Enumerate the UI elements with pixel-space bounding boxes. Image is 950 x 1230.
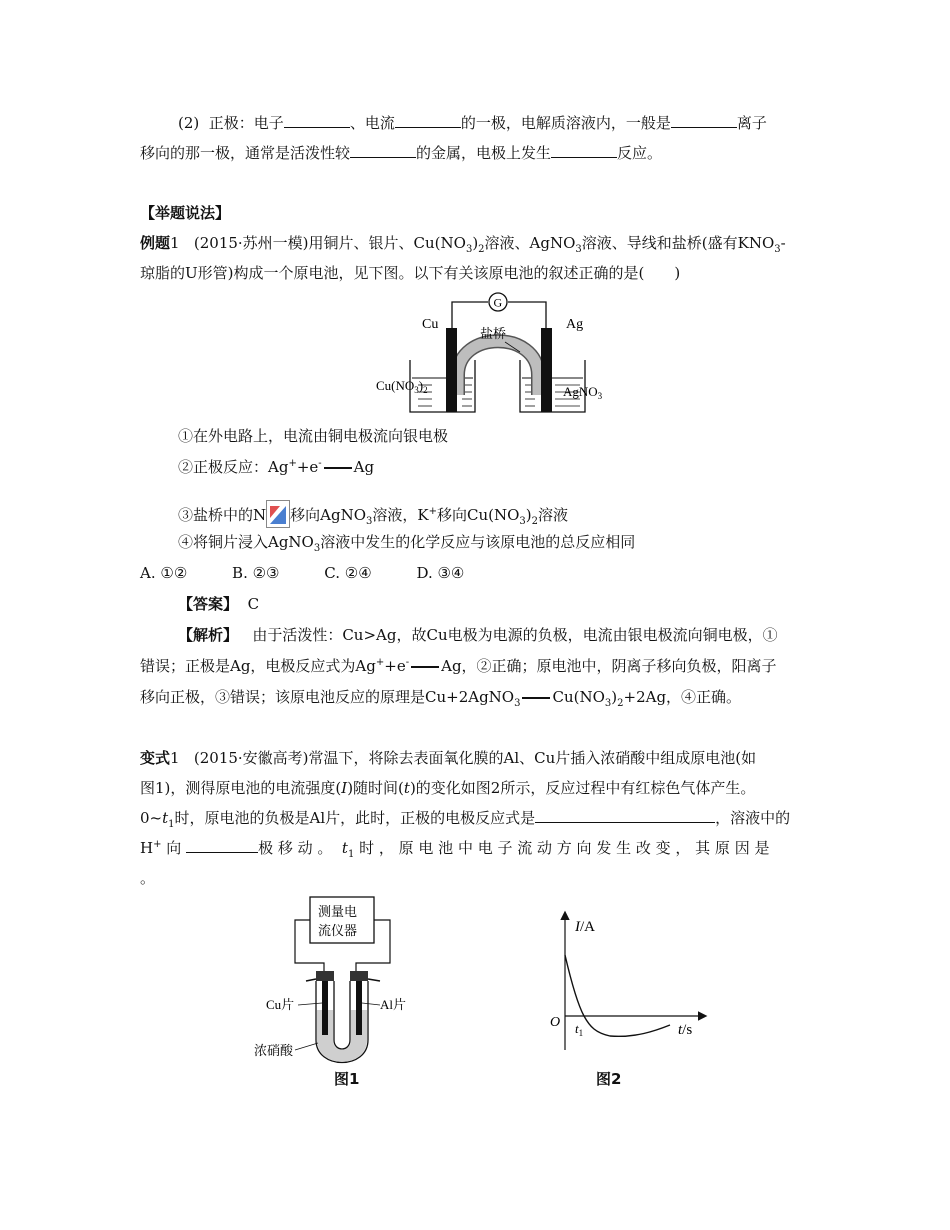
agno3-label: AgNO$_3$ [563,384,603,401]
cu-label: Cu [422,317,439,332]
cu-strip [322,981,328,1035]
variant1-line5: 。 [140,869,156,887]
silver-electrode [541,328,552,412]
broken-image-icon [266,500,290,528]
choices-row [140,562,464,584]
svg-text:Al片: Al片 [380,997,407,1012]
equals-arrow [522,697,550,699]
option-4: ④将铜片浸入AgNO$_3$溶液中发生的化学反应与该原电池的总反应相同 [178,533,636,554]
x-axis-label: t/s [678,1022,693,1038]
salt-bridge-label: 盐桥 [480,326,507,341]
analysis-line1: 【解析】 由于活泼性：Cu>Ag，故Cu电极为电源的负极，电流由银电极流向铜电极，① [178,626,778,644]
analysis-line2: 错误；正极是Ag，电极反应式为Ag++e- Ag，②正确；原电池中，阴离子移向负极，阳离子 [140,657,777,675]
option-1: ①在外电路上，电流由铜电极流向银电极 [178,427,449,445]
origin-label: O [550,1015,561,1030]
t1-label: $t_1$ [575,1021,584,1038]
galvanometer-label: G [493,295,503,310]
equals-arrow [324,467,352,469]
svg-text:浓硝酸: 浓硝酸 [254,1043,294,1058]
choice-c[interactable]: C. ②④ [324,564,372,582]
cuno3-label: $Cu(NO_3)_2$ [376,378,428,395]
ag-label: Ag [566,317,584,332]
variant1-line4: H+ 向 极 移 动 。 $t_1$ 时 ， 原 电 池 中 电 子 流 动 方 向 发 生 改 变 ， 其 原 因 是 [140,839,770,860]
y-axis-label: I/A [575,919,595,935]
section2-line1: (2) 正极：电子 、电流 的一极，电解质溶液内，一般是 离子 [178,114,767,132]
choice-d[interactable]: D. ③④ [416,564,465,582]
section2-line2: 移向的那一极，通常是活泼性较 的金属，电极上发生 反应。 [140,144,663,162]
variant1-line3: $0\sim t_1$时，原电池的负极是Al片，此时，正极的电极反应式是 ，溶液中的 [140,809,791,830]
current-curve [565,955,670,1036]
blank[interactable] [551,142,617,158]
u-tube-apparatus-diagram [250,895,420,1075]
option-3: ③盐桥中的N 移向AgNO$_3$溶液，K+移向$Cu(NO_3)_2$溶液 [178,500,568,528]
example1-line2: 琼脂的U形管)构成一个原电池，见下图。以下有关该原电池的叙述正确的是( ) [140,264,681,282]
example1-line1: 例题1 (2015·苏州一模)用铜片、银片、$Cu(NO_3)_2$溶液、AgNO$_3$溶液、导线和盐桥(盛有$KNO_3-$ [140,234,786,255]
figure1-caption: 图1 [334,1070,360,1088]
blank[interactable] [350,142,416,158]
answer-line: 【答案】 C [178,595,260,613]
svg-text:流仪器: 流仪器 [318,923,358,938]
svg-text:Cu片: Cu片 [266,997,295,1012]
galvanic-cell-diagram [370,290,620,420]
option-2: ②正极反应：Ag++e- Ag [178,458,375,476]
current-time-graph [540,905,720,1065]
variant1-line2: 图1)，测得原电池的电流强度(I)随时间(t)的变化如图2所示，反应过程中有红棕色气体产生。 [140,779,756,797]
svg-text:测量电: 测量电 [318,904,358,919]
variant1-line1: 变式1 (2015·安徽高考)常温下，将除去表面氧化膜的Al、Cu片插入浓硝酸中组成原电池(如 [140,749,757,767]
copper-electrode [446,328,457,412]
analysis-line3: 移向正极，③错误；该原电池反应的原理是Cu+2AgNO$_3$ $Cu(NO_3)_2+2Ag$，④正确。 [140,688,742,709]
blank[interactable] [535,807,715,823]
section-heading: 【举题说法】 [140,204,231,222]
al-strip [356,981,362,1035]
choice-a[interactable]: A. ①② [140,564,188,582]
blank[interactable] [284,112,350,128]
blank[interactable] [395,112,461,128]
equals-arrow [411,666,439,668]
blank[interactable] [186,837,258,853]
choice-b[interactable]: B. ②③ [232,564,280,582]
figure2-caption: 图2 [596,1070,622,1088]
blank[interactable] [671,112,737,128]
